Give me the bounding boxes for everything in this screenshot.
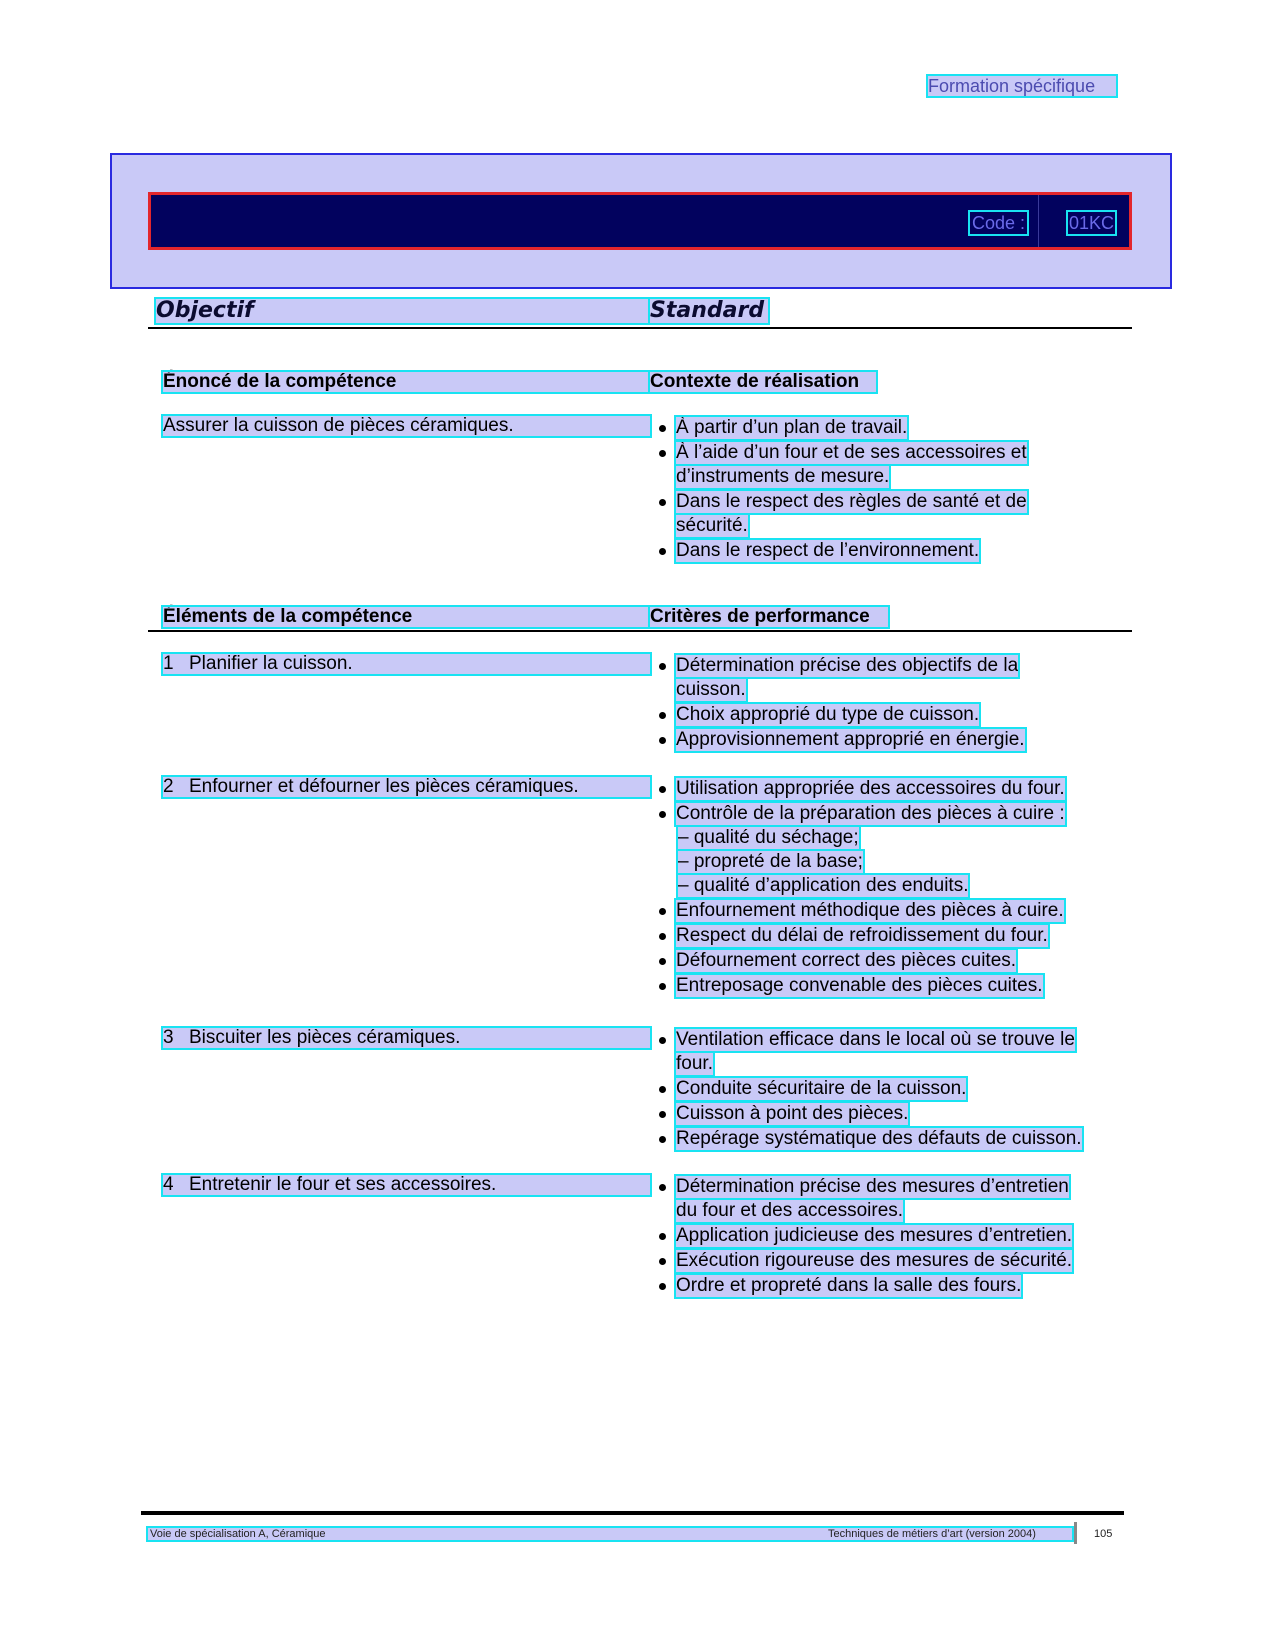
bullet-icon [654,540,674,562]
context-line: d’instruments de mesure. [676,466,890,487]
criterion-line: Ordre et propreté dans la salle des fours. [676,1275,1022,1296]
criterion-line: Ventilation efficace dans le local où se trouve le [676,1029,1075,1050]
bullet-icon [654,442,674,464]
element-row [163,777,650,797]
bullet-icon [654,975,674,997]
context-line: sécurité. [676,515,748,536]
criterion-line: Contrôle de la préparation des pièces à cuire : [676,803,1065,824]
element-number: 1 [163,653,174,674]
section-rule [148,630,1132,632]
bullet-icon [654,1225,674,1247]
contexte-heading: Contexte de réalisation [650,372,876,392]
footer-left-text: Voie de spécialisation A, Céramique [150,1528,326,1540]
bullet-icon [654,1275,674,1297]
column-header-objectif: Objectif [156,299,650,323]
criterion-line: Conduite sécuritaire de la cuisson. [676,1078,967,1099]
enonce-heading: Énoncé de la compétence [163,372,650,392]
context-line: À l’aide d’un four et de ses accessoires et [676,442,1027,463]
bullet-icon [654,925,674,947]
criteres-heading: Critères de performance [650,607,888,627]
criterion-line: Application judicieuse des mesures d’entretien. [676,1225,1073,1246]
footer-rule [141,1511,1124,1515]
criterion-line: Enfournement méthodique des pièces à cuire. [676,900,1064,921]
element-number: 3 [163,1027,174,1048]
criterion-line: cuisson. [676,679,746,700]
bullet-icon [654,1176,674,1198]
criterion-line: du four et des accessoires. [676,1200,904,1221]
criterion-line: Utilisation appropriée des accessoires du four. [676,778,1065,799]
bullet-icon [654,729,674,751]
bullet-icon [654,1029,674,1051]
element-label: Planifier la cuisson. [189,653,353,674]
criterion-line: four. [676,1053,713,1074]
bullet-icon [654,900,674,922]
bullet-icon [654,655,674,677]
bullet-icon [654,1078,674,1100]
context-line: À partir d’un plan de travail. [676,417,908,438]
criterion-line: Détermination précise des mesures d’entretien [676,1176,1069,1197]
element-label: Biscuiter les pièces céramiques. [189,1027,461,1048]
code-value: 01KC [1069,213,1115,233]
competence-statement: Assurer la cuisson de pièces céramiques. [163,416,650,436]
element-number: 2 [163,776,174,797]
criterion-line: – qualité d’application des enduits. [678,875,969,896]
criterion-line: Repérage systématique des défauts de cuisson. [676,1128,1082,1149]
page-number: 105 [1094,1528,1113,1540]
element-row [163,654,650,674]
element-label: Enfourner et défourner les pièces céramiques. [189,776,579,797]
criterion-line: Approvisionnement approprié en énergie. [676,729,1025,750]
criterion-line: Respect du délai de refroidissement du four. [676,925,1048,946]
footer-right-text: Techniques de métiers d’art (version 2004) [828,1528,1036,1540]
bullet-icon [654,1128,674,1150]
criterion-line: Cuisson à point des pièces. [676,1103,909,1124]
context-line: Dans le respect de l’environnement. [676,540,980,561]
header-rule [148,327,1132,329]
bullet-icon [654,803,674,825]
column-header-standard: Standard [650,299,768,323]
element-label: Entretenir le four et ses accessoires. [189,1174,497,1195]
bullet-icon [654,1103,674,1125]
bullet-icon [654,491,674,513]
criterion-line: – qualité du séchage; [678,827,859,848]
criterion-line: Détermination précise des objectifs de la [676,655,1019,676]
title-bar-divider [1038,195,1039,247]
context-line: Dans le respect des règles de santé et de [676,491,1027,512]
element-row [163,1028,650,1048]
criterion-line: Choix approprié du type de cuisson. [676,704,980,725]
footer-divider [1074,1522,1077,1544]
criterion-line: Défournement correct des pièces cuites. [676,950,1017,971]
criterion-line: Exécution rigoureuse des mesures de sécurité. [676,1250,1073,1271]
criterion-line: – propreté de la base; [678,851,863,872]
bullet-icon [654,778,674,800]
document-section-label: Formation spécifique [928,76,1116,96]
element-row [163,1175,650,1195]
bullet-icon [654,950,674,972]
bullet-icon [654,1250,674,1272]
bullet-icon [654,704,674,726]
elements-heading: Éléments de la compétence [163,607,650,627]
element-number: 4 [163,1174,174,1195]
code-label: Code : [972,213,1026,233]
bullet-icon [654,417,674,439]
criterion-line: Entreposage convenable des pièces cuites. [676,975,1043,996]
